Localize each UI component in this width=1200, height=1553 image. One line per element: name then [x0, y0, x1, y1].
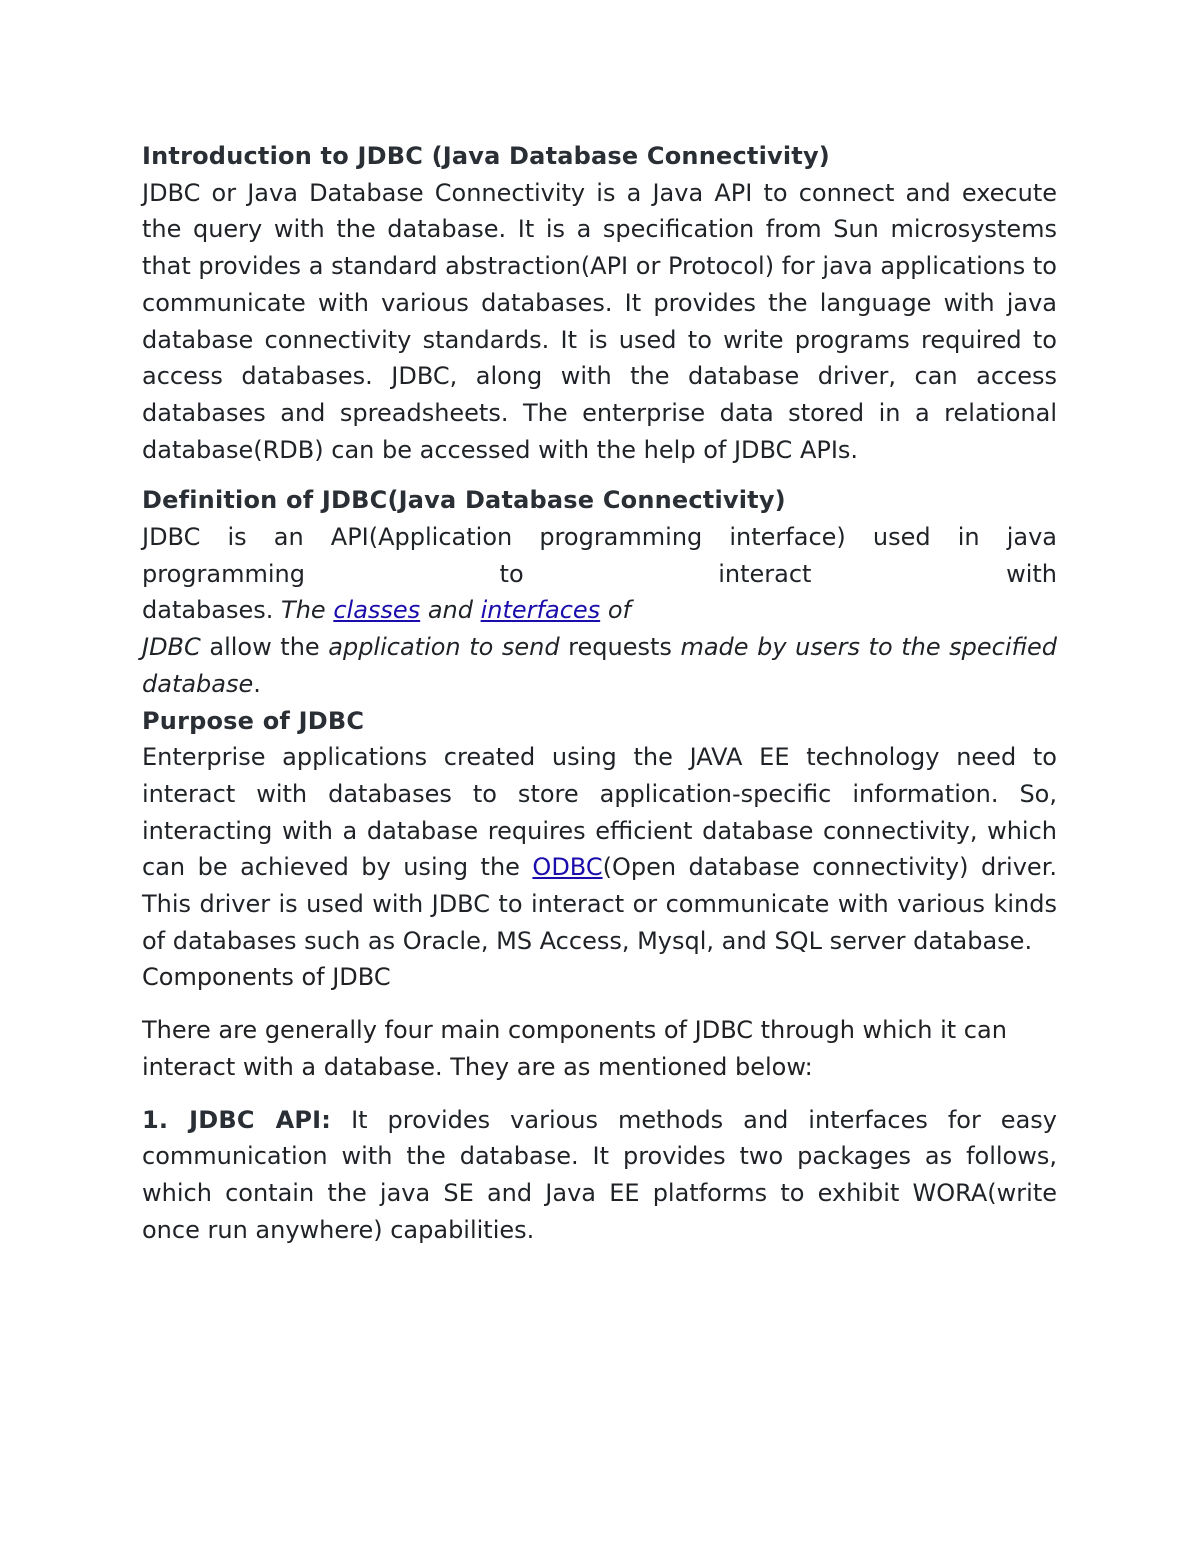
classes-link[interactable]: classes	[333, 596, 421, 625]
item-1-text: It provides various methods and interfaces for easy communication with the database. It provides two packages as follows, which contain the java SE and Java EE platforms to exhibit WORA(write once run anywhere) capabilities.	[142, 1105, 1057, 1244]
purpose-heading: Purpose of JDBC	[142, 706, 365, 735]
odbc-link[interactable]: ODBC	[532, 853, 603, 882]
definition-jdbc-text: JDBC	[142, 633, 201, 662]
purpose-paragraph	[142, 739, 1057, 959]
interfaces-link[interactable]: interfaces	[480, 596, 601, 625]
components-item-1	[142, 1102, 1057, 1249]
definition-of-text: of	[607, 596, 631, 625]
definition-the-text: The	[281, 596, 326, 625]
definition-requests-text: requests	[568, 633, 672, 662]
definition-line-2	[142, 592, 1057, 629]
purpose-text-start: Enterprise applications created using the JAVA EE technology need to interact with databases to store application-specific information. So, interacting with a database requires efficient database connectivity, which can be achieved by using the	[142, 743, 1057, 882]
definition-period: .	[253, 669, 261, 698]
definition-made-by-text: made by users to the specified database	[142, 633, 1058, 698]
intro-heading: Introduction to JDBC (Java Database Connectivity)	[142, 142, 830, 170]
definition-heading: Definition of JDBC(Java Database Connectivity)	[142, 486, 786, 515]
definition-allow-text: allow the	[209, 633, 320, 662]
item-1-label: 1. JDBC API:	[142, 1105, 332, 1134]
components-heading: Components of JDBC	[142, 963, 391, 992]
definition-line-3	[142, 629, 1057, 702]
intro-paragraph: JDBC or Java Database Connectivity is a Java API to connect and execute the query with the database. It is a specification from Sun microsystems that provides a standard abstraction(API or Protocol) for java applications to communicate with various databases. It provides the language with java database connectivity standards. It is used to write programs required to access databases. JDBC, along with the database driver, can access databases and spreadsheets. The enterprise data stored in a relational database(RDB) can be accessed with the help of JDBC APIs.	[142, 178, 1057, 464]
components-intro: There are generally four main components of JDBC through which it can interact with a database. They are as mentioned below:	[142, 1016, 1007, 1081]
document-body	[142, 138, 1057, 1248]
definition-app-send-text: application to send	[328, 633, 560, 662]
definition-line-1: JDBC is an API(Application programming interface) used in java programming to interact with	[142, 523, 1057, 588]
definition-and-text: and	[427, 596, 473, 625]
definition-databases-text: databases.	[142, 596, 274, 625]
purpose-text-end: (Open database connectivity) driver. This driver is used with JDBC to interact or communicate with various kinds of databases such as Oracle, MS Access, Mysql, and SQL server database.	[142, 853, 1057, 955]
